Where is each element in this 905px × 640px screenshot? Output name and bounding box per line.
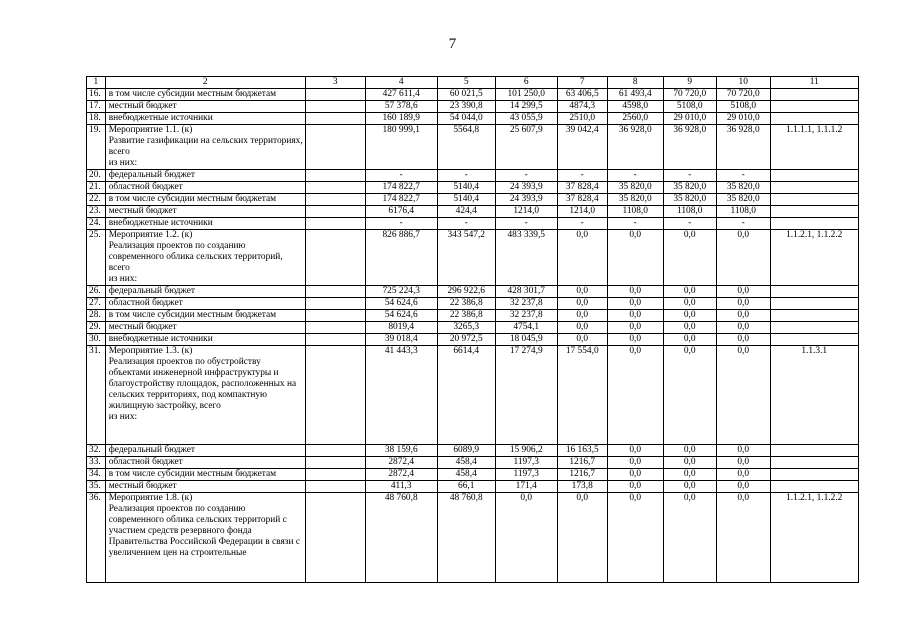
- value-cell: 5108,0: [716, 101, 770, 113]
- row-label: Мероприятие 1.1. (к) Развитие газификации на сельских территориях, всего из них:: [105, 125, 305, 170]
- value-cell: 0,0: [716, 298, 770, 310]
- value-cell: 66,1: [437, 481, 495, 493]
- value-cell: 0,0: [557, 322, 607, 334]
- value-cell: 23 390,8: [437, 101, 495, 113]
- task-code-cell: 1.1.2.1, 1.1.2.2: [770, 493, 858, 583]
- value-cell: 3265,3: [437, 322, 495, 334]
- value-cell: 22 386,8: [437, 310, 495, 322]
- value-cell: 0,0: [716, 493, 770, 583]
- value-cell: 37 828,4: [557, 194, 607, 206]
- value-cell: 1108,0: [607, 206, 663, 218]
- row-number: 17.: [87, 101, 106, 113]
- value-cell: 424,4: [437, 206, 495, 218]
- row-number: 33.: [87, 457, 106, 469]
- task-code-cell: [770, 218, 858, 230]
- value-cell: 36 928,0: [663, 125, 716, 170]
- value-cell: 18 045,9: [495, 334, 557, 346]
- table-row: [87, 457, 859, 469]
- value-cell: 57 378,6: [365, 101, 437, 113]
- col3-cell: [305, 457, 365, 469]
- value-cell: 22 386,8: [437, 298, 495, 310]
- row-number: 36.: [87, 493, 106, 583]
- table-row: [87, 89, 859, 101]
- table-row: [87, 493, 859, 583]
- row-label: местный бюджет: [105, 206, 305, 218]
- value-cell: 0,0: [557, 493, 607, 583]
- value-cell: 70 720,0: [716, 89, 770, 101]
- row-label: в том числе субсидии местным бюджетам: [105, 469, 305, 481]
- table-row: [87, 346, 859, 445]
- row-number: 29.: [87, 322, 106, 334]
- value-cell: 54 624,6: [365, 298, 437, 310]
- value-cell: 0,0: [607, 493, 663, 583]
- value-cell: 0,0: [557, 230, 607, 286]
- col-header-1: 1: [87, 77, 106, 89]
- table-row: [87, 218, 859, 230]
- table-row: [87, 310, 859, 322]
- value-cell: 35 820,0: [607, 194, 663, 206]
- task-code-cell: [770, 170, 858, 182]
- value-cell: 0,0: [557, 310, 607, 322]
- row-number: 18.: [87, 113, 106, 125]
- row-label: областной бюджет: [105, 457, 305, 469]
- value-cell: 826 886,7: [365, 230, 437, 286]
- row-label: местный бюджет: [105, 481, 305, 493]
- value-cell: 39 018,4: [365, 334, 437, 346]
- value-cell: 0,0: [607, 445, 663, 457]
- value-cell: 1214,0: [495, 206, 557, 218]
- value-cell: 70 720,0: [663, 89, 716, 101]
- value-cell: 43 055,9: [495, 113, 557, 125]
- value-cell: 1108,0: [663, 206, 716, 218]
- value-cell: 61 493,4: [607, 89, 663, 101]
- col-header-4: 4: [365, 77, 437, 89]
- value-cell: -: [607, 218, 663, 230]
- row-label: федеральный бюджет: [105, 170, 305, 182]
- value-cell: 343 547,2: [437, 230, 495, 286]
- value-cell: -: [663, 170, 716, 182]
- value-cell: 0,0: [607, 457, 663, 469]
- value-cell: 0,0: [716, 286, 770, 298]
- row-label: областной бюджет: [105, 182, 305, 194]
- value-cell: 4598,0: [607, 101, 663, 113]
- value-cell: 2510,0: [557, 113, 607, 125]
- row-number: 16.: [87, 89, 106, 101]
- col-header-10: 10: [716, 77, 770, 89]
- value-cell: 0,0: [607, 298, 663, 310]
- value-cell: 6089,9: [437, 445, 495, 457]
- row-label: внебюджетные источники: [105, 334, 305, 346]
- row-label: в том числе субсидии местным бюджетам: [105, 89, 305, 101]
- value-cell: 0,0: [557, 334, 607, 346]
- value-cell: 14 299,5: [495, 101, 557, 113]
- value-cell: 0,0: [557, 298, 607, 310]
- col-header-7: 7: [557, 77, 607, 89]
- value-cell: 24 393,9: [495, 182, 557, 194]
- row-number: 34.: [87, 469, 106, 481]
- value-cell: -: [557, 170, 607, 182]
- value-cell: 173,8: [557, 481, 607, 493]
- row-label: Мероприятие 1.3. (к) Реализация проектов по обустройству объектами инженерной инфраструктуры и благоустройству площадок, расположенных на сельских территориях, под компактную жилищную застройку, всего из них:: [105, 346, 305, 445]
- col3-cell: [305, 125, 365, 170]
- col3-cell: [305, 310, 365, 322]
- task-code-cell: [770, 445, 858, 457]
- col-header-2: 2: [105, 77, 305, 89]
- value-cell: 0,0: [607, 230, 663, 286]
- col3-cell: [305, 493, 365, 583]
- value-cell: 180 999,1: [365, 125, 437, 170]
- value-cell: 428 301,7: [495, 286, 557, 298]
- col3-cell: [305, 182, 365, 194]
- value-cell: 29 010,0: [663, 113, 716, 125]
- value-cell: 0,0: [607, 481, 663, 493]
- value-cell: 17 274,9: [495, 346, 557, 445]
- value-cell: -: [495, 170, 557, 182]
- header-row: [87, 77, 859, 89]
- value-cell: 35 820,0: [607, 182, 663, 194]
- task-code-cell: [770, 298, 858, 310]
- row-number: 31.: [87, 346, 106, 445]
- value-cell: 0,0: [663, 230, 716, 286]
- value-cell: 48 760,8: [365, 493, 437, 583]
- value-cell: 0,0: [716, 469, 770, 481]
- value-cell: 0,0: [716, 457, 770, 469]
- value-cell: -: [716, 170, 770, 182]
- value-cell: 36 928,0: [607, 125, 663, 170]
- value-cell: 32 237,8: [495, 298, 557, 310]
- value-cell: 0,0: [607, 286, 663, 298]
- table-row: [87, 182, 859, 194]
- value-cell: 725 224,3: [365, 286, 437, 298]
- value-cell: 0,0: [607, 310, 663, 322]
- col3-cell: [305, 101, 365, 113]
- task-code-cell: [770, 194, 858, 206]
- table-row: [87, 170, 859, 182]
- value-cell: 458,4: [437, 469, 495, 481]
- table-row: [87, 194, 859, 206]
- row-number: 30.: [87, 334, 106, 346]
- value-cell: 427 611,4: [365, 89, 437, 101]
- value-cell: 0,0: [663, 346, 716, 445]
- value-cell: 63 406,5: [557, 89, 607, 101]
- col3-cell: [305, 346, 365, 445]
- col3-cell: [305, 194, 365, 206]
- value-cell: 0,0: [716, 445, 770, 457]
- row-number: 20.: [87, 170, 106, 182]
- row-number: 35.: [87, 481, 106, 493]
- row-number: 22.: [87, 194, 106, 206]
- value-cell: -: [557, 218, 607, 230]
- value-cell: 5108,0: [663, 101, 716, 113]
- value-cell: 0,0: [716, 310, 770, 322]
- col3-cell: [305, 322, 365, 334]
- value-cell: 1108,0: [716, 206, 770, 218]
- row-number: 26.: [87, 286, 106, 298]
- value-cell: 1197,3: [495, 457, 557, 469]
- row-label: федеральный бюджет: [105, 286, 305, 298]
- value-cell: 35 820,0: [716, 194, 770, 206]
- task-code-cell: [770, 322, 858, 334]
- row-label: в том числе субсидии местным бюджетам: [105, 194, 305, 206]
- value-cell: -: [437, 218, 495, 230]
- value-cell: 2560,0: [607, 113, 663, 125]
- col3-cell: [305, 170, 365, 182]
- value-cell: 160 189,9: [365, 113, 437, 125]
- col-header-8: 8: [607, 77, 663, 89]
- col3-cell: [305, 206, 365, 218]
- task-code-cell: 1.1.1.1, 1.1.1.2: [770, 125, 858, 170]
- value-cell: 0,0: [716, 346, 770, 445]
- value-cell: 0,0: [716, 230, 770, 286]
- value-cell: 0,0: [663, 469, 716, 481]
- value-cell: 171,4: [495, 481, 557, 493]
- value-cell: 0,0: [716, 481, 770, 493]
- task-code-cell: [770, 481, 858, 493]
- table-row: [87, 125, 859, 170]
- value-cell: 29 010,0: [716, 113, 770, 125]
- col3-cell: [305, 481, 365, 493]
- col3-cell: [305, 334, 365, 346]
- value-cell: 0,0: [663, 493, 716, 583]
- value-cell: 37 828,4: [557, 182, 607, 194]
- row-label: внебюджетные источники: [105, 113, 305, 125]
- value-cell: -: [365, 218, 437, 230]
- value-cell: 4874,3: [557, 101, 607, 113]
- row-number: 24.: [87, 218, 106, 230]
- value-cell: 35 820,0: [663, 194, 716, 206]
- value-cell: 24 393,9: [495, 194, 557, 206]
- col-header-5: 5: [437, 77, 495, 89]
- col3-cell: [305, 230, 365, 286]
- value-cell: 0,0: [607, 322, 663, 334]
- col3-cell: [305, 89, 365, 101]
- value-cell: 411,3: [365, 481, 437, 493]
- table-row: [87, 481, 859, 493]
- col3-cell: [305, 469, 365, 481]
- table-row: [87, 334, 859, 346]
- value-cell: -: [663, 218, 716, 230]
- value-cell: 296 922,6: [437, 286, 495, 298]
- value-cell: 483 339,5: [495, 230, 557, 286]
- value-cell: 16 163,5: [557, 445, 607, 457]
- value-cell: -: [437, 170, 495, 182]
- value-cell: 8019,4: [365, 322, 437, 334]
- value-cell: 39 042,4: [557, 125, 607, 170]
- value-cell: 5140,4: [437, 182, 495, 194]
- row-label: местный бюджет: [105, 322, 305, 334]
- value-cell: 1216,7: [557, 469, 607, 481]
- value-cell: 0,0: [663, 334, 716, 346]
- row-number: 23.: [87, 206, 106, 218]
- col-header-3: 3: [305, 77, 365, 89]
- task-code-cell: [770, 182, 858, 194]
- value-cell: 174 822,7: [365, 194, 437, 206]
- value-cell: 0,0: [557, 286, 607, 298]
- table-row: [87, 469, 859, 481]
- col3-cell: [305, 445, 365, 457]
- value-cell: 20 972,5: [437, 334, 495, 346]
- value-cell: 36 928,0: [716, 125, 770, 170]
- task-code-cell: [770, 469, 858, 481]
- value-cell: -: [716, 218, 770, 230]
- value-cell: 5140,4: [437, 194, 495, 206]
- value-cell: 0,0: [607, 346, 663, 445]
- value-cell: 4754,1: [495, 322, 557, 334]
- value-cell: 0,0: [663, 286, 716, 298]
- value-cell: 41 443,3: [365, 346, 437, 445]
- table-row: [87, 322, 859, 334]
- value-cell: -: [495, 218, 557, 230]
- value-cell: 1216,7: [557, 457, 607, 469]
- table-row: [87, 445, 859, 457]
- value-cell: 174 822,7: [365, 182, 437, 194]
- value-cell: 0,0: [716, 322, 770, 334]
- task-code-cell: [770, 286, 858, 298]
- task-code-cell: [770, 101, 858, 113]
- row-label: в том числе субсидии местным бюджетам: [105, 310, 305, 322]
- value-cell: 0,0: [495, 493, 557, 583]
- row-number: 25.: [87, 230, 106, 286]
- value-cell: 6176,4: [365, 206, 437, 218]
- row-number: 32.: [87, 445, 106, 457]
- value-cell: 0,0: [663, 298, 716, 310]
- col-header-9: 9: [663, 77, 716, 89]
- value-cell: 0,0: [607, 469, 663, 481]
- value-cell: 54 044,0: [437, 113, 495, 125]
- value-cell: 54 624,6: [365, 310, 437, 322]
- value-cell: -: [607, 170, 663, 182]
- value-cell: 25 607,9: [495, 125, 557, 170]
- value-cell: 2872,4: [365, 469, 437, 481]
- value-cell: 5564,8: [437, 125, 495, 170]
- table-row: [87, 113, 859, 125]
- value-cell: 60 021,5: [437, 89, 495, 101]
- value-cell: 1197,3: [495, 469, 557, 481]
- table-row: [87, 286, 859, 298]
- value-cell: 35 820,0: [663, 182, 716, 194]
- row-number: 21.: [87, 182, 106, 194]
- budget-table: [86, 76, 859, 583]
- col-header-11: 11: [770, 77, 858, 89]
- value-cell: 2872,4: [365, 457, 437, 469]
- row-number: 28.: [87, 310, 106, 322]
- page-number: 7: [448, 36, 457, 52]
- row-number: 19.: [87, 125, 106, 170]
- table-row: [87, 298, 859, 310]
- row-label: областной бюджет: [105, 298, 305, 310]
- value-cell: 0,0: [663, 322, 716, 334]
- col3-cell: [305, 286, 365, 298]
- col3-cell: [305, 218, 365, 230]
- value-cell: 38 159,6: [365, 445, 437, 457]
- task-code-cell: [770, 334, 858, 346]
- row-label: Мероприятие 1.8. (к) Реализация проектов по созданию современного облика сельских территорий с участием средств резервного фонда Правительства Российской Федерации в связи с увеличением цен на строительные: [105, 493, 305, 583]
- value-cell: 15 906,2: [495, 445, 557, 457]
- value-cell: 48 760,8: [437, 493, 495, 583]
- value-cell: 0,0: [663, 310, 716, 322]
- task-code-cell: 1.1.2.1, 1.1.2.2: [770, 230, 858, 286]
- task-code-cell: 1.1.3.1: [770, 346, 858, 445]
- row-label: Мероприятие 1.2. (к) Реализация проектов по созданию современного облика сельских территорий, всего из них:: [105, 230, 305, 286]
- value-cell: 101 250,0: [495, 89, 557, 101]
- row-number: 27.: [87, 298, 106, 310]
- value-cell: 458,4: [437, 457, 495, 469]
- row-label: федеральный бюджет: [105, 445, 305, 457]
- col-header-6: 6: [495, 77, 557, 89]
- row-label: местный бюджет: [105, 101, 305, 113]
- value-cell: 0,0: [607, 334, 663, 346]
- value-cell: 0,0: [663, 457, 716, 469]
- value-cell: 0,0: [716, 334, 770, 346]
- task-code-cell: [770, 310, 858, 322]
- task-code-cell: [770, 89, 858, 101]
- col3-cell: [305, 298, 365, 310]
- task-code-cell: [770, 113, 858, 125]
- table-row: [87, 230, 859, 286]
- value-cell: -: [365, 170, 437, 182]
- task-code-cell: [770, 457, 858, 469]
- value-cell: 0,0: [663, 445, 716, 457]
- value-cell: 35 820,0: [716, 182, 770, 194]
- col3-cell: [305, 113, 365, 125]
- table-row: [87, 206, 859, 218]
- row-label: внебюджетные источники: [105, 218, 305, 230]
- value-cell: 0,0: [663, 481, 716, 493]
- value-cell: 1214,0: [557, 206, 607, 218]
- value-cell: 6614,4: [437, 346, 495, 445]
- value-cell: 32 237,8: [495, 310, 557, 322]
- table-row: [87, 101, 859, 113]
- task-code-cell: [770, 206, 858, 218]
- value-cell: 17 554,0: [557, 346, 607, 445]
